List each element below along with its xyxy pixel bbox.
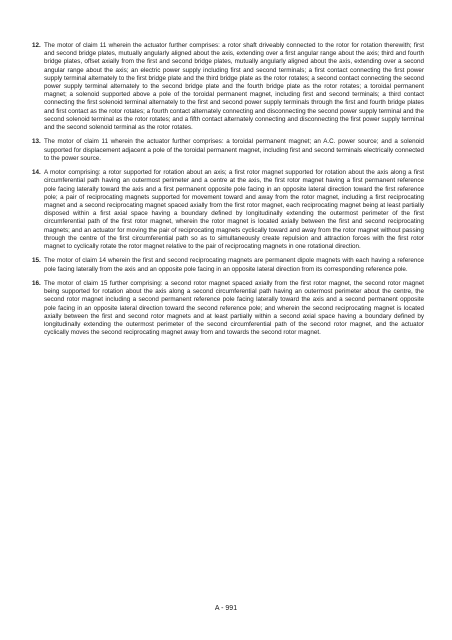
claim-16 [32,280,424,337]
claims-list [32,42,424,344]
claim-text: A motor comprising: a rotor supported for rotation about an axis; a first rotor magnet supported for rotation about the axis along a first circumferential path having an outermost perimeter and a centre at the axis, the first rotor magnet having a first permanent reference pole facing laterally toward the axis and a first permanent opposite pole facing in an opposite lateral direction toward the first reference pole; a pair of reciprocating magnets supported for movement toward and away from the rotor magnet, including a first reciprocating magnet and a second reciprocating magnet spaced axially from the first rotor magnet, each reciprocating magnet being at least partially disposed within a first axial space having a boundary defined by longitudinally extending the outermost perimeter of the first circumferential path of the first rotor magnet, wherein the rotor magnet is located axially between the first and second reciprocating magnets; and an actuator for moving the pair of reciprocating magnets cyclically toward and away from the rotor magnet without passing through the centre of the first circumferential path so as to simultaneously create repulsion and attraction forces with the first rotor magnet to cyclically rotate the rotor magnet relative to the pair of reciprocating magnets in one rotational direction. [44,169,424,251]
claim-number: 15. [32,257,41,265]
claim-text: The motor of claim 15 further comprising: a second rotor magnet spaced axially from the first rotor magnet, the second rotor magnet being supported for rotation about the axis along a second circumferential path having an outermost perimeter about the centre, the second rotor magnet including a second permanent reference pole facing laterally toward the axis and a second permanent opposite pole facing in an opposite lateral direction toward the second reference pole; and wherein the second reciprocating magnet is located axially between the first and second rotor magnets and at least partially within a second axial space having a boundary defined by longitudinally extending the outermost perimeter of the second circumferential path of the second rotor magnet, and the actuator cyclically moves the second reciprocating magnet away from and towards the second rotor magnet. [44,280,424,337]
page-number: A - 991 [214,605,238,612]
claim-text: The motor of claim 11 wherein the actuator further comprises: a rotor shaft driveably connected to the rotor for rotation therewith; first and second bridge plates, mutually angularly aligned about the axis, extending over a first angular range about the axis; third and fourth bridge plates, offset axially from the first and second bridge plates, mutually angularly aligned about the axis, extending over a second angular range about the axis; an electric power supply including first and second terminals; a first contact connecting the first power supply terminal alternately to the first bridge plate and the third bridge plate as the rotor rotates; a second contact connecting the second power supply terminal alternately to the second bridge plate and the fourth bridge plate as the rotor rotates; a toroidal permanent magnet; a solenoid supported above a pole of the toroidal permanent magnet, including first and second terminals; a third contact connecting the first solenoid terminal alternately to the first and second power supply terminals through the first and fourth bridge plates and first contact as the rotor rotates; a fourth contact alternately connecting and disconnecting the second power supply terminal and the second solenoid terminal as the rotor rotates; and a fifth contact alternately connecting and disconnecting the first power supply terminal and the second solenoid terminal as the rotor rotates. [44,42,424,132]
claim-number: 12. [32,42,41,49]
claim-number: 14. [32,169,41,177]
claim-text: The motor of claim 14 wherein the first and second reciprocating magnets are permanent dipole magnets with each having a reference pole facing laterally from the axis and an opposite pole facing in an opposite lateral direction from its corresponding reference pole. [44,257,424,273]
claim-number: 16. [32,280,41,288]
claim-text: The motor of claim 11 wherein the actuator further comprises: a toroidal permanent magnet; an A.C. power source; and a solenoid supported for displacement adjacent a pole of the toroidal permanent magnet, including first and second terminals electrically connected to the power source. [44,138,424,162]
claim-15 [32,257,424,273]
claim-number: 13. [32,138,41,146]
claim-13 [32,138,424,163]
claim-12 [32,42,424,132]
claim-14 [32,169,424,251]
